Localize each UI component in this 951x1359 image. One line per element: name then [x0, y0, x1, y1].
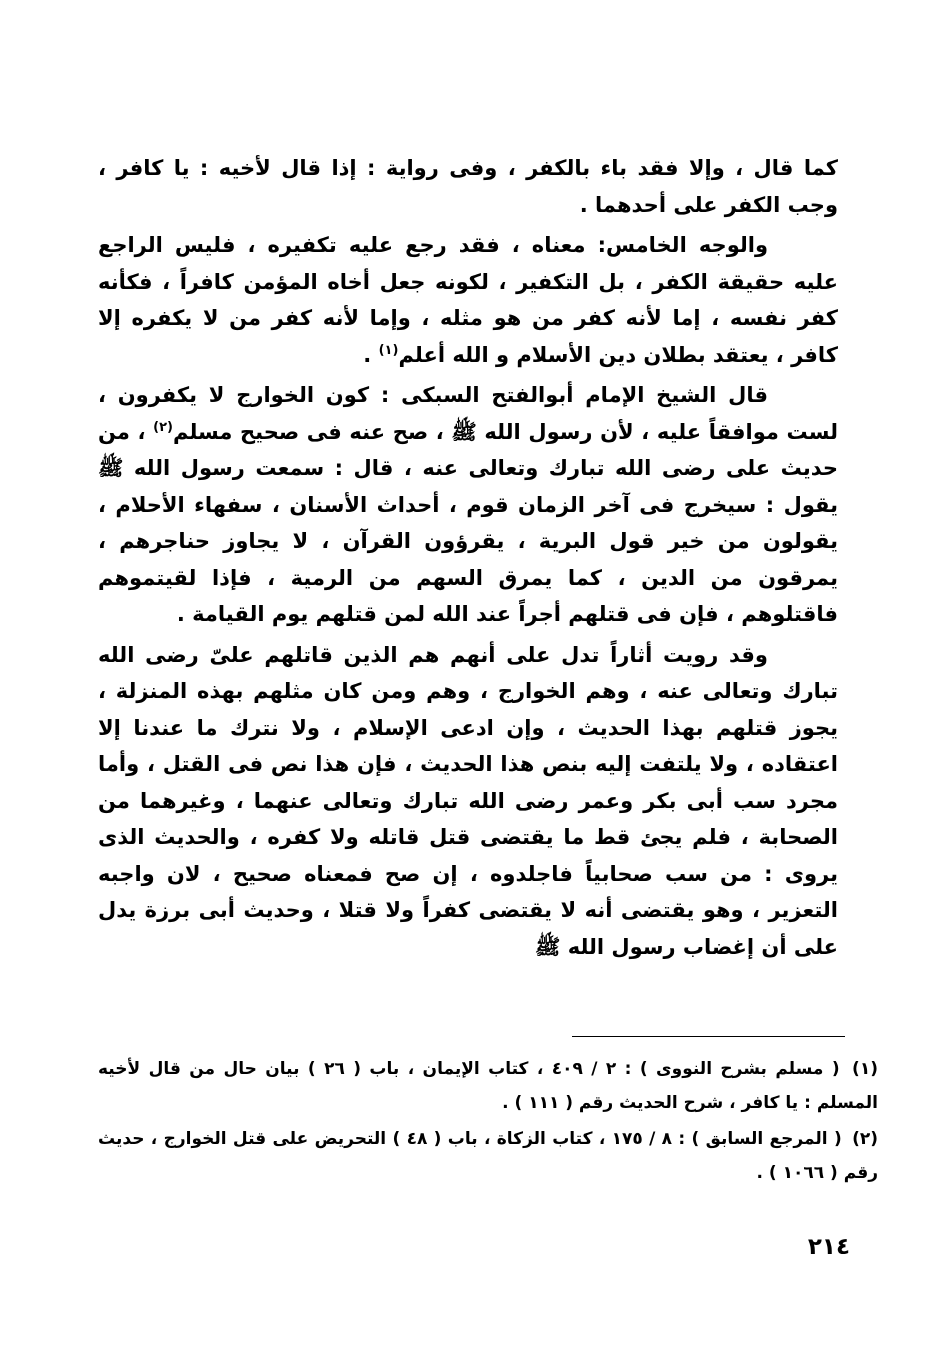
- paragraph-text: قال الشيخ الإمام أبوالفتح السبكى : كون الخوارج لا يكفرون ، لست موافقاً عليه ، لأن رسول الله ﷺ ، صح عنه فى صحيح مسلم: [98, 383, 838, 444]
- main-text: [98, 150, 838, 965]
- paragraph-2: [98, 227, 838, 373]
- paragraph-text: معناه ، فقد رجع عليه تكفيره ، فليس الراجع عليه حقيقة الكفر ، بل التكفير ، لكونه جعل أخاه المؤمن كافراً ، فكأنه كفر نفسه ، إما لأنه كفر من هو مثله ، وإما لأنه كفر من لا يكفره إلا كافر ، يعتقد بطلان دين الأسلام و الله أعلم: [98, 233, 838, 367]
- paragraph-text-tail: .: [363, 342, 379, 367]
- paragraph-heading: والوجه الخامس:: [597, 233, 768, 257]
- footnote-divider: [572, 1036, 845, 1037]
- footnote-number: (٢): [852, 1129, 879, 1149]
- page-number: ٢١٤: [807, 1234, 850, 1260]
- footnote-ref-2[interactable]: (٢): [153, 419, 173, 435]
- paragraph-text: وقد رويت أثاراً تدل على أنهم هم الذين قاتلهم علىّ رضى الله تبارك وتعالى عنه ، وهم الخوارج ، وهم ومن كان مثلهم بهذه المنزلة ، يجوز قتلهم بهذا الحديث ، وإن ادعى الإسلام ، ولا نترك ما عندنا إلا اعتقاده ، ولا يلتفت إليه بنص هذا الحديث ، فإن هذا نص فى القتل ، وأما مجرد سب أبى بكر وعمر رضى الله تبارك وتعالى عنهما ، وغيرهما من الصحابة ، فلم يجئ قط ما يقتضى قتل قاتله ولا كفره ، والحديث الذى يروى : من سب صحابياً فاجلدوه ، إن صح فمعناه صحيح ، لان واجبه التعزير ، وهو يقتضى أنه لا يقتضى كفراً ولا قتلا ، وحديث أبى برزة يدل على أن إغضاب رسول الله ﷺ: [98, 642, 838, 959]
- paragraph-1: [98, 150, 838, 223]
- footnote-2: [98, 1122, 878, 1190]
- footnote-ref-1[interactable]: (١): [378, 342, 399, 358]
- paragraph-4: [98, 637, 838, 966]
- footnote-1: [98, 1052, 878, 1120]
- paragraph-text-tail: ، من حديث على رضى الله تبارك وتعالى عنه ، قال : سمعت رسول الله ﷺ يقول : سيخرج فى آخر الزمان قوم ، أحداث الأسنان ، سفهاء الأحلام ، يقولون من خير قول البرية ، يقرؤون القرآن ، لا يجاوز حناجرهم ، يمرقون من الدين ، كما يمرق السهم من الرمية ، فإذا لقيتموهم فاقتلوهم ، فإن فى قتلهم أجراً عند الله لمن قتلهم يوم القيامة .: [98, 419, 838, 626]
- paragraph-text: كما قال ، وإلا فقد باء بالكفر ، وفى رواية : إذا قال لأخيه : يا كافر ، وجب الكفر على أحدهما .: [98, 156, 838, 217]
- footnotes: [98, 1052, 878, 1192]
- paragraph-3: [98, 377, 838, 633]
- footnote-number: (١): [852, 1059, 878, 1079]
- footnote-text: ( المرجع السابق ) : ٨ / ١٧٥ ، كتاب الزكاة ، باب ( ٤٨ ) التحريض على قتل الخوارج ، حديث رقم ( ١٠٦٦ ) .: [98, 1129, 878, 1183]
- footnote-text: ( مسلم بشرح النووى ) : ٢ / ٤٠٩ ، كتاب الإيمان ، باب ( ٢٦ ) بيان حال من قال لأخيه المسلم : يا كافر ، شرح الحديث رقم ( ١١١ ) .: [98, 1059, 878, 1113]
